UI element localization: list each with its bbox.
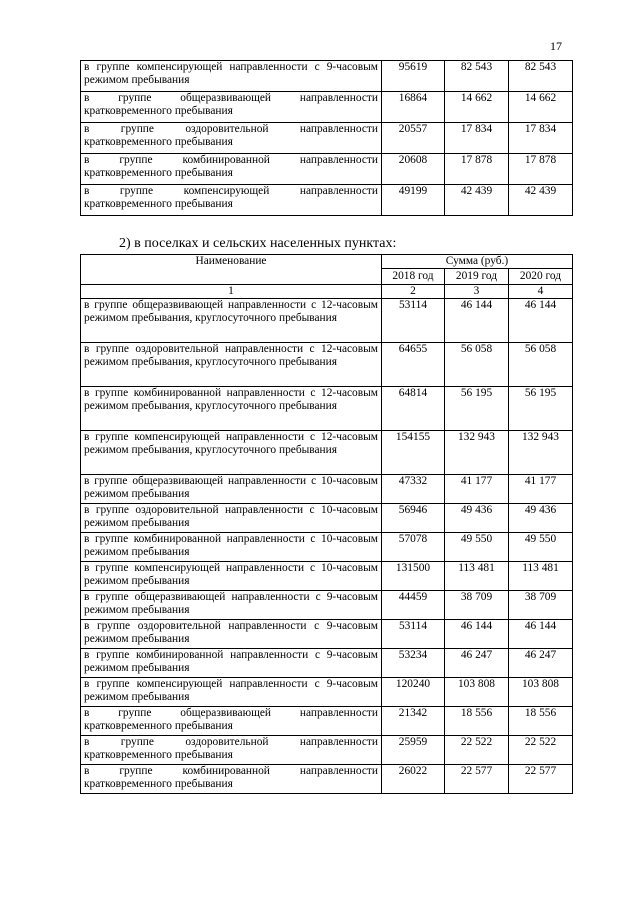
value-2019-cell: 18 556: [445, 707, 509, 736]
table-row: [81, 765, 573, 794]
value-2018-cell: 16864: [382, 92, 445, 123]
table-row: [81, 343, 573, 387]
table-row: [81, 431, 573, 475]
value-2018-cell: 64814: [382, 387, 445, 431]
row-name-cell: в группе комбинированной направленности кратковременного пребывания: [81, 154, 382, 185]
row-name-cell: в группе оздоровительной направленности кратковременного пребывания: [81, 123, 382, 154]
row-name-cell: в группе общеразвивающей направленности с 9-часовым режимом пребывания: [81, 591, 382, 620]
row-name-cell: в группе компенсирующей направленности с 9-часовым режимом пребывания: [81, 61, 382, 92]
value-2018-cell: 47332: [382, 475, 445, 504]
value-2018-cell: 53234: [382, 649, 445, 678]
row-name-cell: в группе оздоровительной направленности кратковременного пребывания: [81, 736, 382, 765]
section-heading: 2) в поселках и сельских населенных пунктах:: [119, 236, 397, 251]
value-2018-cell: 131500: [382, 562, 445, 591]
row-name-cell: в группе компенсирующей направленности с 10-часовым режимом пребывания: [81, 562, 382, 591]
table-row: [81, 92, 573, 123]
table-row: [81, 154, 573, 185]
table-row: [81, 533, 573, 562]
value-2018-cell: 44459: [382, 591, 445, 620]
value-2020-cell: 46 144: [509, 299, 573, 343]
value-2019-cell: 49 550: [445, 533, 509, 562]
value-2018-cell: 53114: [382, 620, 445, 649]
column-number: 1: [81, 285, 382, 299]
table-row: [81, 387, 573, 431]
value-2020-cell: 46 144: [509, 620, 573, 649]
value-2019-cell: 56 058: [445, 343, 509, 387]
page-number: 17: [550, 39, 562, 53]
value-2020-cell: 41 177: [509, 475, 573, 504]
tariff-table-continued: [80, 60, 573, 216]
row-name-cell: в группе комбинированной направленности кратковременного пребывания: [81, 765, 382, 794]
value-2019-cell: 46 144: [445, 620, 509, 649]
row-name-cell: в группе общеразвивающей направленности кратковременного пребывания: [81, 92, 382, 123]
row-name-cell: в группе общеразвивающей направленности с 10-часовым режимом пребывания: [81, 475, 382, 504]
table-row: [81, 620, 573, 649]
table-row: [81, 185, 573, 216]
row-name-cell: в группе общеразвивающей направленности кратковременного пребывания: [81, 707, 382, 736]
value-2019-cell: 56 195: [445, 387, 509, 431]
value-2019-cell: 17 834: [445, 123, 509, 154]
value-2020-cell: 22 577: [509, 765, 573, 794]
header-year-2018: 2018 год: [382, 269, 445, 285]
value-2018-cell: 64655: [382, 343, 445, 387]
value-2018-cell: 120240: [382, 678, 445, 707]
column-number: 3: [445, 285, 509, 299]
table-row: [81, 61, 573, 92]
table-row: [81, 123, 573, 154]
row-name-cell: в группе оздоровительной направленности с 12-часовым режимом пребывания, круглосуточного пребывания: [81, 343, 382, 387]
value-2020-cell: 56 195: [509, 387, 573, 431]
value-2020-cell: 82 543: [509, 61, 573, 92]
row-name-cell: в группе оздоровительной направленности с 9-часовым режимом пребывания: [81, 620, 382, 649]
value-2019-cell: 49 436: [445, 504, 509, 533]
column-numbers-row: [81, 285, 573, 299]
value-2019-cell: 103 808: [445, 678, 509, 707]
table-row: [81, 591, 573, 620]
column-number: 4: [509, 285, 573, 299]
value-2020-cell: 56 058: [509, 343, 573, 387]
table-row: [81, 562, 573, 591]
value-2019-cell: 14 662: [445, 92, 509, 123]
value-2018-cell: 26022: [382, 765, 445, 794]
row-name-cell: в группе комбинированной направленности с 9-часовым режимом пребывания: [81, 649, 382, 678]
value-2019-cell: 38 709: [445, 591, 509, 620]
row-name-cell: в группе комбинированной направленности с 12-часовым режимом пребывания, круглосуточного пребывания: [81, 387, 382, 431]
value-2019-cell: 41 177: [445, 475, 509, 504]
row-name-cell: в группе компенсирующей направленности с 9-часовым режимом пребывания: [81, 678, 382, 707]
value-2018-cell: 21342: [382, 707, 445, 736]
value-2019-cell: 17 878: [445, 154, 509, 185]
table-row: [81, 736, 573, 765]
row-name-cell: в группе оздоровительной направленности с 10-часовым режимом пребывания: [81, 504, 382, 533]
value-2019-cell: 46 144: [445, 299, 509, 343]
value-2018-cell: 49199: [382, 185, 445, 216]
value-2018-cell: 57078: [382, 533, 445, 562]
value-2020-cell: 22 522: [509, 736, 573, 765]
value-2020-cell: 18 556: [509, 707, 573, 736]
value-2019-cell: 22 577: [445, 765, 509, 794]
value-2018-cell: 56946: [382, 504, 445, 533]
value-2020-cell: 113 481: [509, 562, 573, 591]
table-row: [81, 649, 573, 678]
row-name-cell: в группе компенсирующей направленности кратковременного пребывания: [81, 185, 382, 216]
row-name-cell: в группе комбинированной направленности с 10-часовым режимом пребывания: [81, 533, 382, 562]
header-year-2020: 2020 год: [509, 269, 573, 285]
table-row: [81, 707, 573, 736]
header-sum: Сумма (руб.): [382, 255, 573, 269]
value-2020-cell: 17 834: [509, 123, 573, 154]
value-2019-cell: 82 543: [445, 61, 509, 92]
value-2018-cell: 25959: [382, 736, 445, 765]
header-row: [81, 255, 573, 269]
value-2020-cell: 38 709: [509, 591, 573, 620]
value-2020-cell: 46 247: [509, 649, 573, 678]
value-2020-cell: 132 943: [509, 431, 573, 475]
row-name-cell: в группе компенсирующей направленности с 12-часовым режимом пребывания, круглосуточного пребывания: [81, 431, 382, 475]
value-2018-cell: 95619: [382, 61, 445, 92]
value-2018-cell: 20557: [382, 123, 445, 154]
tariff-table-rural: [80, 254, 573, 794]
value-2020-cell: 17 878: [509, 154, 573, 185]
value-2019-cell: 46 247: [445, 649, 509, 678]
table-row: [81, 475, 573, 504]
column-number: 2: [382, 285, 445, 299]
value-2019-cell: 113 481: [445, 562, 509, 591]
value-2019-cell: 132 943: [445, 431, 509, 475]
value-2020-cell: 14 662: [509, 92, 573, 123]
table-row: [81, 299, 573, 343]
header-name: Наименование: [81, 255, 382, 285]
value-2018-cell: 20608: [382, 154, 445, 185]
value-2019-cell: 42 439: [445, 185, 509, 216]
value-2020-cell: 42 439: [509, 185, 573, 216]
header-year-2019: 2019 год: [445, 269, 509, 285]
value-2018-cell: 154155: [382, 431, 445, 475]
value-2018-cell: 53114: [382, 299, 445, 343]
value-2020-cell: 49 436: [509, 504, 573, 533]
row-name-cell: в группе общеразвивающей направленности с 12-часовым режимом пребывания, круглосуточного пребывания: [81, 299, 382, 343]
value-2020-cell: 49 550: [509, 533, 573, 562]
value-2020-cell: 103 808: [509, 678, 573, 707]
table-row: [81, 678, 573, 707]
table-row: [81, 504, 573, 533]
value-2019-cell: 22 522: [445, 736, 509, 765]
